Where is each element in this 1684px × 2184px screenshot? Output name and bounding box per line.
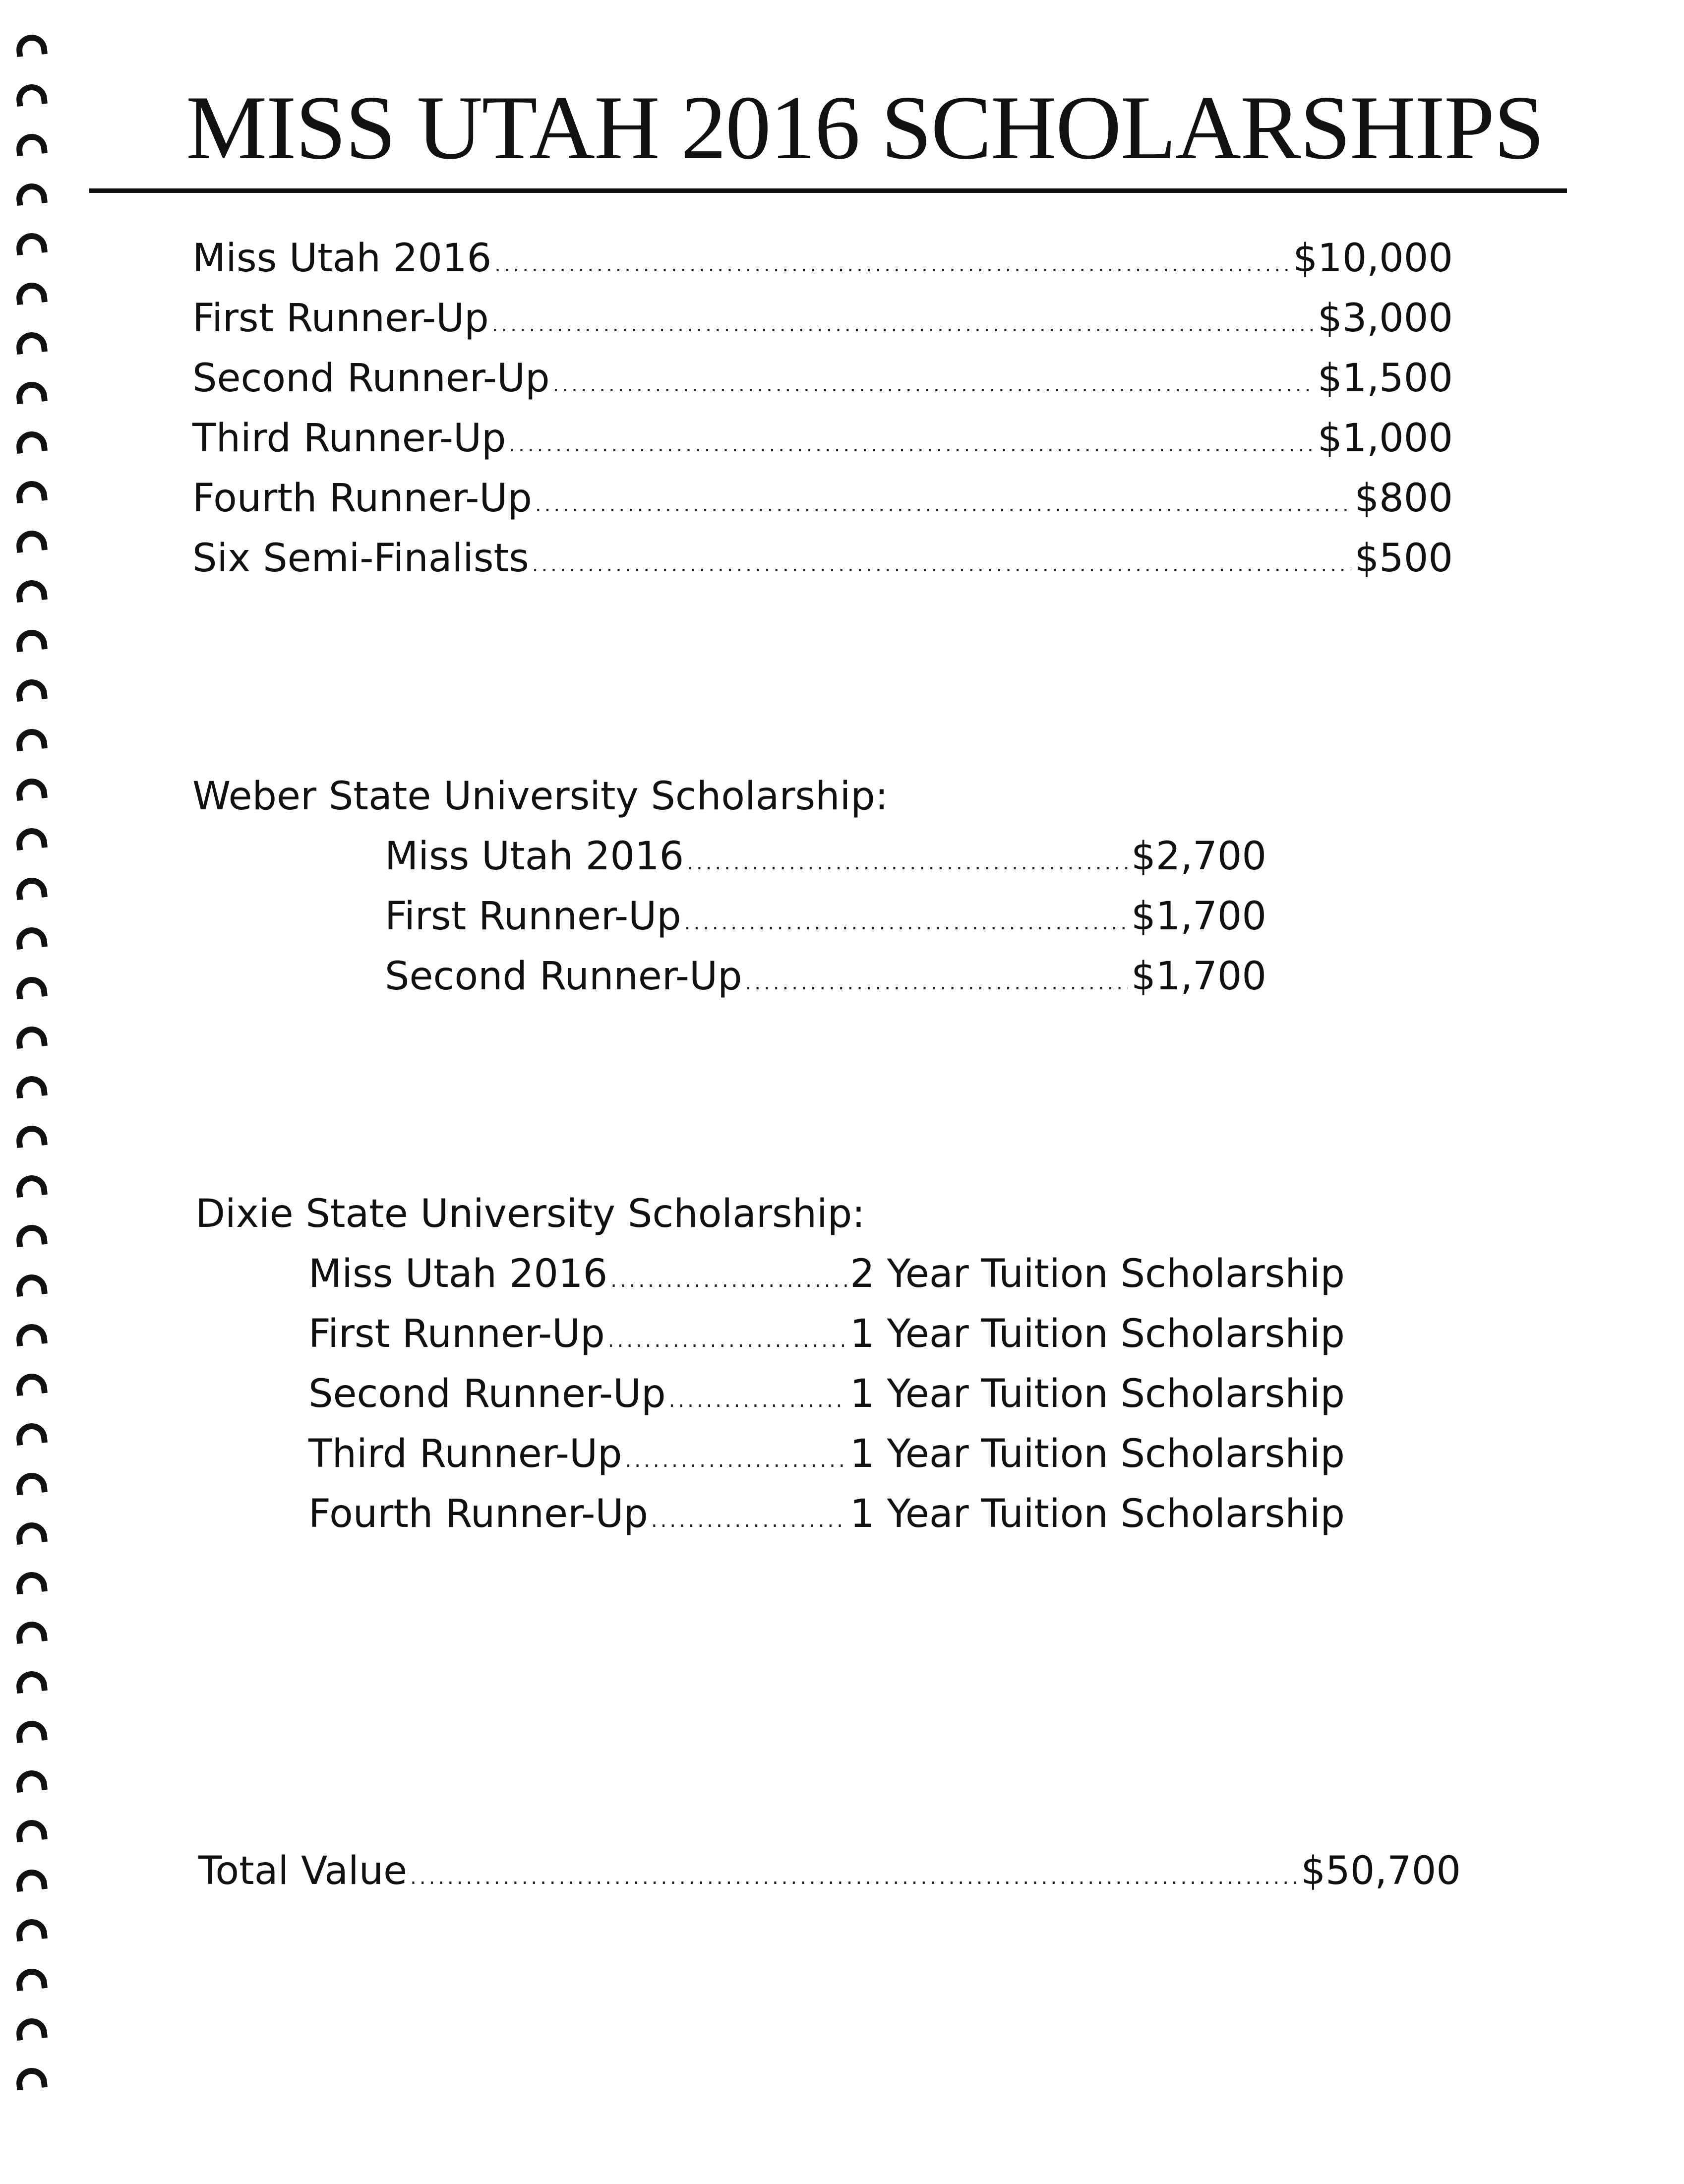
binding-ring bbox=[15, 876, 48, 900]
binding-ring bbox=[15, 1819, 48, 1842]
award-value: 1 Year Tuition Scholarship bbox=[850, 1432, 1345, 1476]
award-row-third-runner-up bbox=[192, 416, 1453, 461]
weber-row-second-runner-up bbox=[385, 954, 1266, 999]
binding-ring bbox=[15, 1521, 48, 1545]
dixie-row-miss-utah bbox=[308, 1252, 1345, 1296]
page-title: MISS UTAH 2016 SCHOLARSHIPS bbox=[186, 77, 1544, 178]
binding-ring bbox=[15, 1422, 48, 1446]
award-row-fourth-runner-up bbox=[192, 476, 1453, 521]
award-label: Third Runner-Up bbox=[192, 416, 506, 461]
binding-ring bbox=[15, 281, 48, 305]
weber-heading: Weber State University Scholarship: bbox=[192, 774, 889, 819]
award-value: $10,000 bbox=[1293, 236, 1453, 281]
binding-ring bbox=[15, 777, 48, 801]
dixie-row-second-runner-up bbox=[308, 1372, 1345, 1416]
award-row-second-runner-up bbox=[192, 356, 1453, 401]
award-value: $1,000 bbox=[1318, 416, 1453, 461]
dot-leader bbox=[492, 315, 1315, 335]
binding-ring bbox=[15, 1124, 48, 1148]
dot-leader bbox=[410, 1868, 1298, 1887]
dot-leader bbox=[532, 555, 1352, 575]
dot-leader bbox=[494, 255, 1290, 275]
award-label: Miss Utah 2016 bbox=[192, 236, 492, 281]
dixie-row-fourth-runner-up bbox=[308, 1492, 1345, 1536]
binding-ring bbox=[15, 1223, 48, 1247]
award-label: First Runner-Up bbox=[192, 296, 489, 341]
binding-ring bbox=[15, 1372, 48, 1396]
binding-ring bbox=[15, 1025, 48, 1049]
binding-ring bbox=[15, 182, 48, 206]
total-row bbox=[198, 1849, 1461, 1893]
binding-ring bbox=[15, 83, 48, 107]
award-row-first-runner-up bbox=[192, 296, 1453, 341]
binding-ring bbox=[15, 1918, 48, 1941]
award-value: $1,700 bbox=[1131, 954, 1266, 999]
binding-ring bbox=[15, 579, 48, 603]
award-label: Second Runner-Up bbox=[385, 954, 742, 999]
award-label: Second Runner-Up bbox=[308, 1372, 666, 1416]
total-value: $50,700 bbox=[1301, 1849, 1461, 1893]
binding-ring bbox=[15, 380, 48, 404]
dot-leader bbox=[651, 1511, 847, 1530]
award-value: $500 bbox=[1354, 536, 1453, 581]
total-label: Total Value bbox=[198, 1849, 408, 1893]
binding-ring bbox=[15, 529, 48, 553]
spiral-binding bbox=[0, 0, 69, 2184]
award-value: $800 bbox=[1354, 476, 1453, 521]
award-label: Fourth Runner-Up bbox=[308, 1492, 648, 1536]
binding-ring bbox=[15, 628, 48, 652]
binding-ring bbox=[15, 480, 48, 503]
award-value: 2 Year Tuition Scholarship bbox=[850, 1252, 1345, 1296]
award-value: $1,500 bbox=[1318, 356, 1453, 401]
award-label: First Runner-Up bbox=[308, 1312, 605, 1356]
binding-ring bbox=[15, 1075, 48, 1098]
dixie-row-third-runner-up bbox=[308, 1432, 1345, 1476]
dot-leader bbox=[608, 1331, 847, 1350]
binding-ring bbox=[15, 132, 48, 156]
binding-ring bbox=[15, 975, 48, 999]
award-label: Miss Utah 2016 bbox=[385, 834, 684, 879]
binding-ring bbox=[15, 1174, 48, 1198]
binding-ring bbox=[15, 2017, 48, 2041]
award-label: Third Runner-Up bbox=[308, 1432, 622, 1476]
title-divider bbox=[89, 188, 1567, 193]
dot-leader bbox=[669, 1391, 847, 1410]
binding-ring bbox=[15, 1769, 48, 1793]
binding-ring bbox=[15, 1670, 48, 1694]
binding-ring bbox=[15, 1323, 48, 1346]
binding-ring bbox=[15, 2066, 48, 2090]
award-value: $1,700 bbox=[1131, 894, 1266, 939]
binding-ring bbox=[15, 728, 48, 751]
binding-ring bbox=[15, 1868, 48, 1892]
award-row-miss-utah bbox=[192, 236, 1453, 281]
dot-leader bbox=[687, 853, 1128, 873]
weber-row-miss-utah bbox=[385, 834, 1266, 879]
binding-ring bbox=[15, 1273, 48, 1297]
binding-ring bbox=[15, 33, 48, 57]
award-value: 1 Year Tuition Scholarship bbox=[850, 1372, 1345, 1416]
binding-ring bbox=[15, 1471, 48, 1495]
award-value: 1 Year Tuition Scholarship bbox=[850, 1492, 1345, 1536]
binding-ring bbox=[15, 1967, 48, 1991]
dixie-row-first-runner-up bbox=[308, 1312, 1345, 1356]
binding-ring bbox=[15, 827, 48, 850]
award-label: Second Runner-Up bbox=[192, 356, 550, 401]
weber-row-first-runner-up bbox=[385, 894, 1266, 939]
award-label: Six Semi-Finalists bbox=[192, 536, 529, 581]
binding-ring bbox=[15, 430, 48, 454]
award-value: $2,700 bbox=[1131, 834, 1266, 879]
dixie-heading: Dixie State University Scholarship: bbox=[195, 1192, 865, 1236]
award-value: $3,000 bbox=[1318, 296, 1453, 341]
binding-ring bbox=[15, 1571, 48, 1594]
award-label: First Runner-Up bbox=[385, 894, 681, 939]
binding-ring bbox=[15, 331, 48, 355]
dot-leader bbox=[535, 495, 1352, 515]
binding-ring bbox=[15, 926, 48, 950]
dot-leader bbox=[745, 973, 1128, 993]
award-value: 1 Year Tuition Scholarship bbox=[850, 1312, 1345, 1356]
dot-leader bbox=[625, 1451, 847, 1470]
award-row-semi-finalists bbox=[192, 536, 1453, 581]
dot-leader bbox=[509, 435, 1315, 455]
binding-ring bbox=[15, 678, 48, 702]
binding-ring bbox=[15, 232, 48, 255]
binding-ring bbox=[15, 1719, 48, 1743]
dot-leader bbox=[610, 1271, 847, 1290]
binding-ring bbox=[15, 1620, 48, 1644]
award-label: Fourth Runner-Up bbox=[192, 476, 532, 521]
dot-leader bbox=[684, 913, 1128, 933]
dot-leader bbox=[553, 375, 1315, 395]
award-label: Miss Utah 2016 bbox=[308, 1252, 608, 1296]
